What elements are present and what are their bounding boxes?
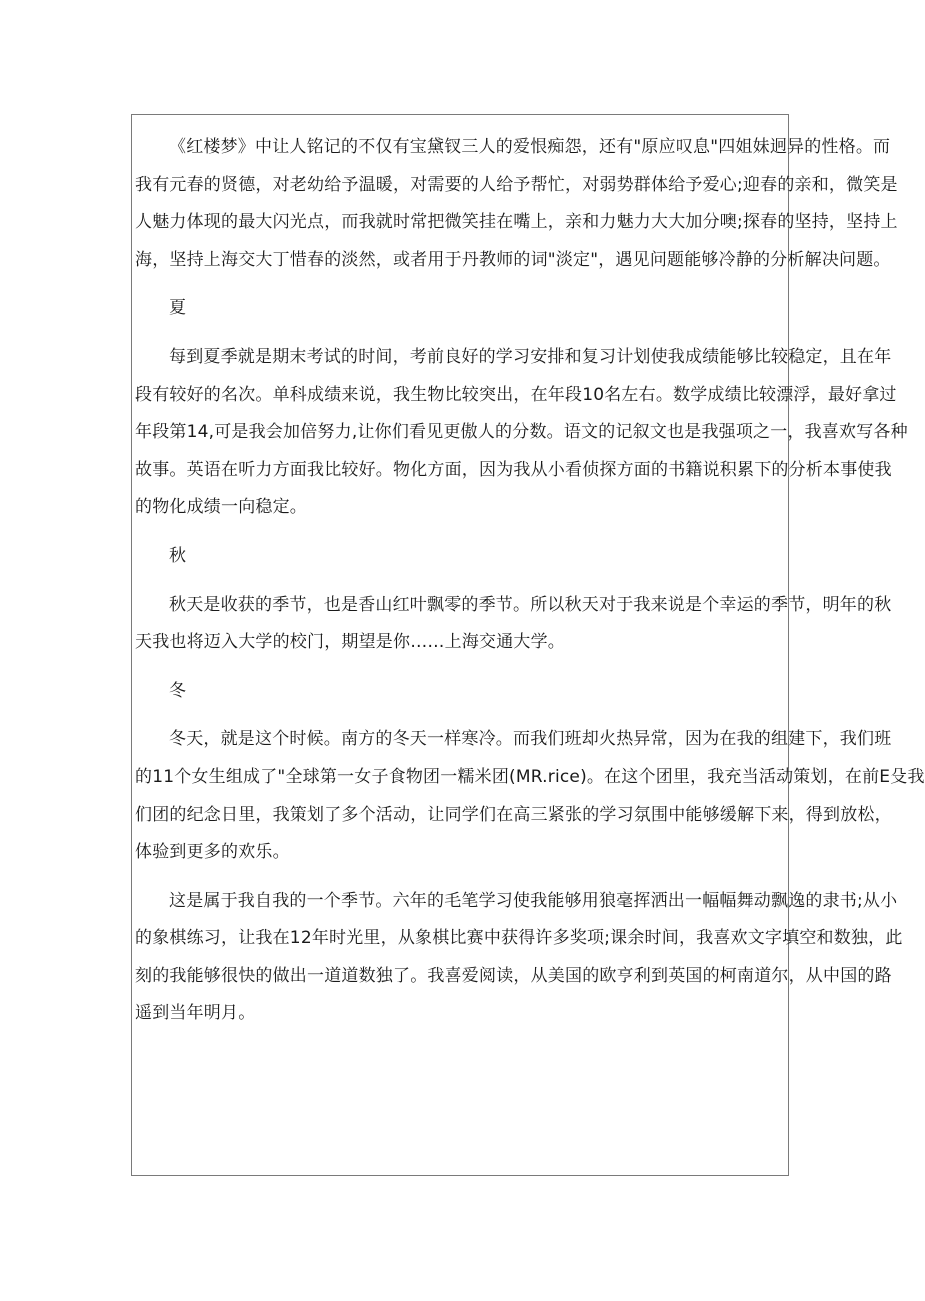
text-line: 的物化成绩一向稳定。: [135, 497, 307, 518]
heading-winter: 冬: [169, 680, 187, 701]
text-line: 遥到当年明月。: [135, 1003, 256, 1024]
paragraph-red-mansions: [135, 129, 898, 279]
paragraph-winter: [135, 721, 925, 871]
text-line: 的象棋练习，让我在12年时光里，从象棋比赛中获得许多奖项;课余时间，我喜欢文字填空和数独，此: [135, 928, 903, 949]
text-line: 刻的我能够很快的做出一道道数独了。我喜爱阅读，从美国的欧亨利到英国的柯南道尔，从中国的路: [135, 965, 892, 986]
heading-summer: 夏: [169, 298, 187, 319]
text-line: 段有较好的名次。单科成绩来说，我生物比较突出，在年段10名左右。数学成绩比较漂浮，最好拿过: [135, 384, 897, 405]
text-line: 海，坚持上海交大丁惜春的淡然，或者用于丹教师的词"淡定"，遇见问题能够冷静的分析解决问题。: [135, 249, 891, 270]
text-line: 我有元春的贤德，对老幼给予温暖，对需要的人给予帮忙，对弱势群体给予爱心;迎春的亲和，微笑是: [135, 174, 898, 195]
text-line: 天我也将迈入大学的校门，期望是你……上海交通大学。: [135, 632, 565, 653]
text-line: 秋天是收获的季节，也是香山红叶飘零的季节。所以秋天对于我来说是个幸运的季节，明年的秋: [169, 594, 892, 615]
text-line: 《红楼梦》中让人铭记的不仅有宝黛钗三人的爱恨痴怨，还有"原应叹息"四姐妹迥异的性格。而: [169, 137, 891, 157]
text-line: 们团的纪念日里，我策划了多个活动，让同学们在高三紧张的学习氛围中能够缓解下来，得到放松，: [135, 804, 892, 825]
paragraph-summer: [135, 339, 908, 527]
paragraph-self: [135, 883, 903, 1033]
text-line: 故事。英语在听力方面我比较好。物化方面，因为我从小看侦探方面的书籍说积累下的分析本事使我: [135, 459, 892, 480]
text-line: 人魅力体现的最大闪光点，而我就时常把微笑挂在嘴上，亲和力魅力大大加分噢;探春的坚持，坚持上: [135, 212, 898, 233]
text-line: 体验到更多的欢乐。: [135, 842, 290, 863]
text-line: 年段第14,可是我会加倍努力,让你们看见更傲人的分数。语文的记叙文也是我强项之一，我喜欢写各种: [135, 422, 908, 443]
paragraph-autumn: [135, 587, 892, 662]
text-line: 的11个女生组成了"全球第一女子食物团一糯米团(MR.rice)。在这个团里，我充当活动策划，在前E殳我: [135, 766, 925, 787]
document-frame: [131, 114, 925, 1176]
document-body: [135, 129, 925, 1044]
text-line: 冬天，就是这个时候。南方的冬天一样寒冷。而我们班却火热异常，因为在我的组建下，我们班: [169, 729, 892, 750]
text-line: 每到夏季就是期末考试的时间，考前良好的学习安排和复习计划使我成绩能够比较稳定，且在年: [169, 346, 892, 367]
text-line: 这是属于我自我的一个季节。六年的毛笔学习使我能够用狼毫挥洒出一幅幅舞动飘逸的隶书;从小: [169, 890, 898, 911]
heading-autumn: 秋: [169, 545, 187, 566]
